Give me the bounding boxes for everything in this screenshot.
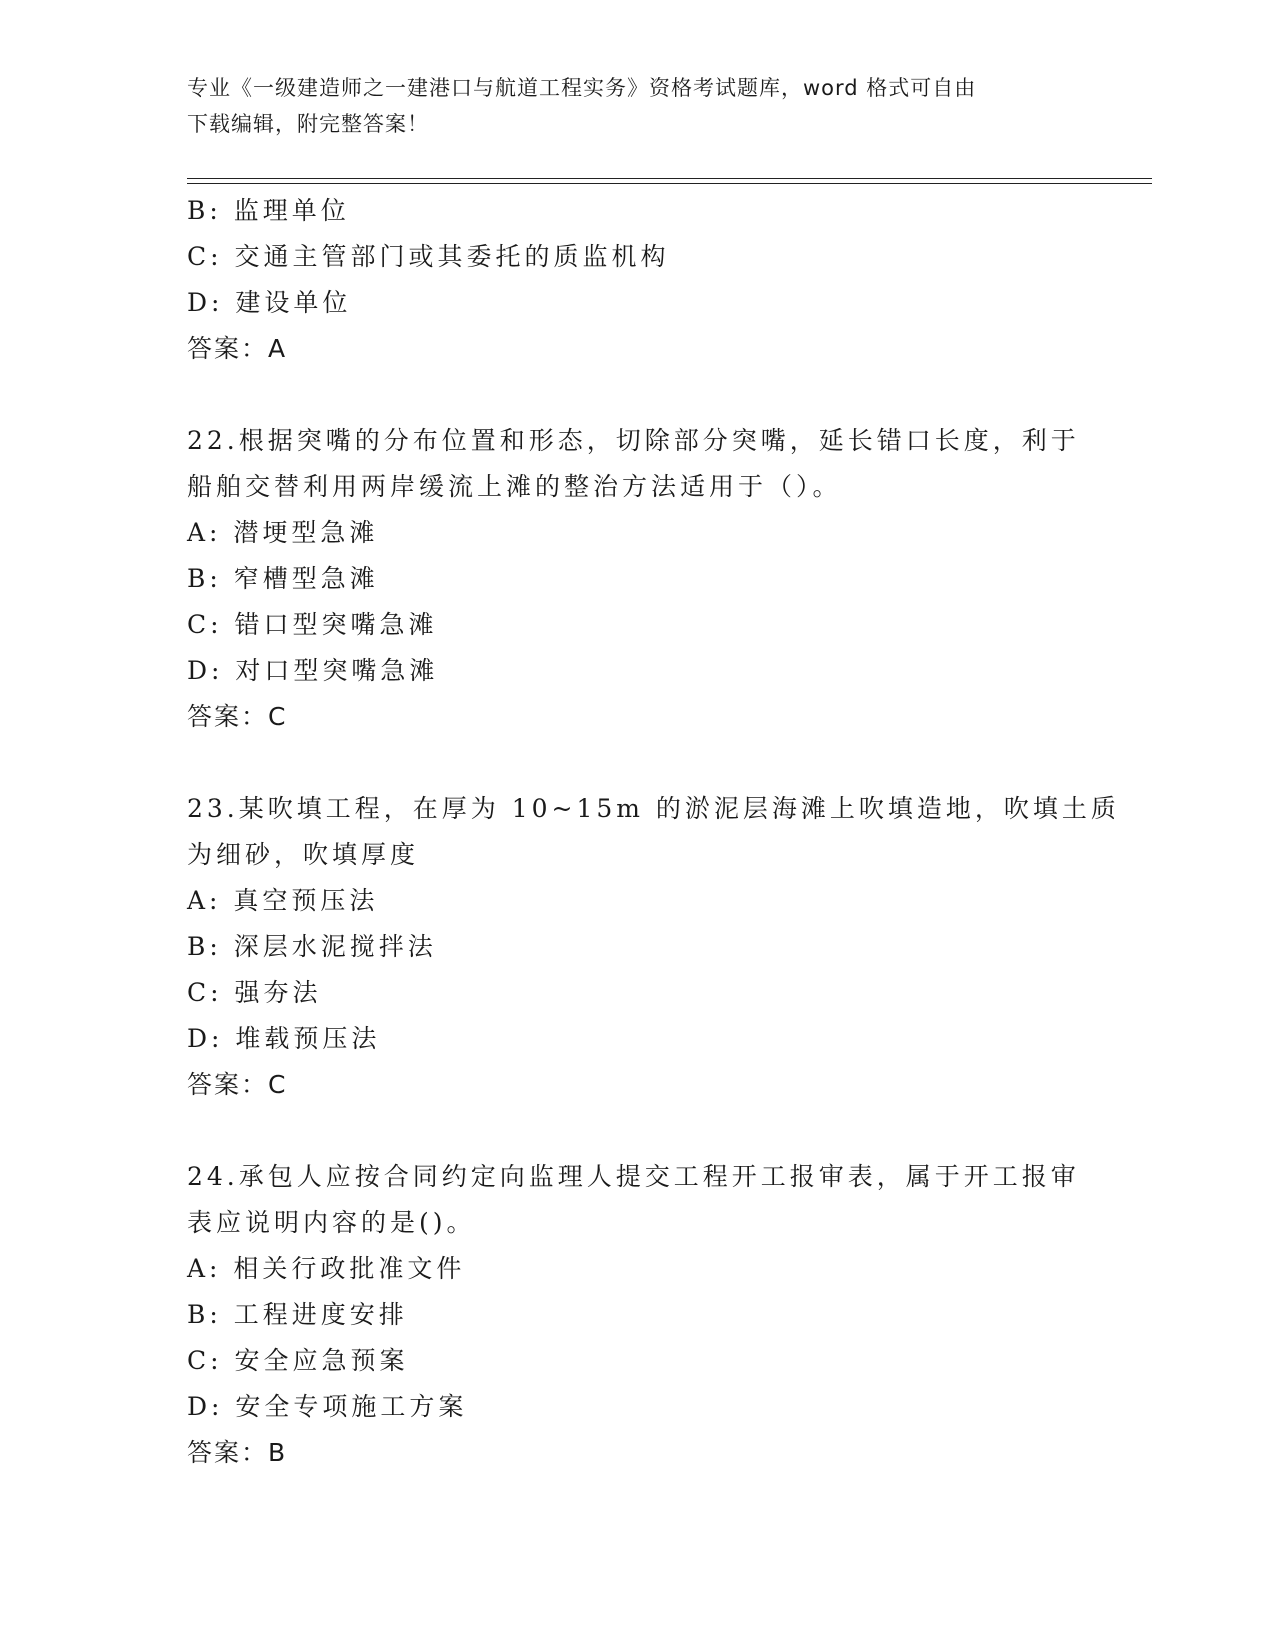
- option-c: C: 强夯法: [187, 978, 322, 1007]
- option-c: C: 安全应急预案: [187, 1346, 409, 1375]
- option-c: C: 错口型突嘴急滩: [187, 610, 438, 639]
- option-d: D: 对口型突嘴急滩: [187, 656, 439, 685]
- question-text-line-2: 表应说明内容的是()。: [187, 1208, 476, 1237]
- spacer: [187, 372, 1067, 418]
- answer: 答案：A: [187, 334, 288, 363]
- spacer: [187, 740, 1067, 786]
- answer: 答案：B: [187, 1438, 288, 1467]
- question-text-line-1: 22.根据突嘴的分布位置和形态，切除部分突嘴，延长错口长度，利于: [187, 426, 1080, 455]
- spacer: [187, 1108, 1067, 1154]
- option-c: C: 交通主管部门或其委托的质监机构: [187, 242, 670, 271]
- question-list: [187, 188, 1120, 1476]
- option-a: A: 潜埂型急滩: [187, 518, 379, 547]
- header-rule-top: [187, 178, 1152, 179]
- option-a: A: 相关行政批准文件: [187, 1254, 466, 1283]
- header-line-2: 下载编辑，附完整答案！: [187, 112, 429, 136]
- option-d: D: 堆载预压法: [187, 1024, 381, 1053]
- answer: 答案：C: [187, 1070, 288, 1099]
- option-d: D: 建设单位: [187, 288, 352, 317]
- question-22: [187, 418, 1080, 740]
- document-header: [187, 70, 1067, 142]
- option-b: B: 深层水泥搅拌法: [187, 932, 437, 961]
- question-text-line-2: 船舶交替利用两岸缓流上滩的整治方法适用于（）。: [187, 472, 842, 501]
- question-24: [187, 1154, 1080, 1476]
- option-a: A: 真空预压法: [187, 886, 379, 915]
- option-d: D: 安全专项施工方案: [187, 1392, 468, 1421]
- option-b: B: 窄槽型急滩: [187, 564, 379, 593]
- question-23: [187, 786, 1120, 1108]
- option-b: B: 监理单位: [187, 196, 350, 225]
- header-line-1: 专业《一级建造师之一建港口与航道工程实务》资格考试题库，word 格式可自由: [187, 76, 977, 100]
- option-b: B: 工程进度安排: [187, 1300, 408, 1329]
- header-rule-bottom: [187, 183, 1152, 184]
- question-21: [187, 188, 1067, 372]
- question-text-line-1: 23.某吹填工程，在厚为 10~15m 的淤泥层海滩上吹填造地，吹填土质: [187, 794, 1120, 823]
- answer: 答案：C: [187, 702, 288, 731]
- question-text-line-1: 24.承包人应按合同约定向监理人提交工程开工报审表，属于开工报审: [187, 1162, 1080, 1191]
- question-text-line-2: 为细砂，吹填厚度: [187, 840, 420, 869]
